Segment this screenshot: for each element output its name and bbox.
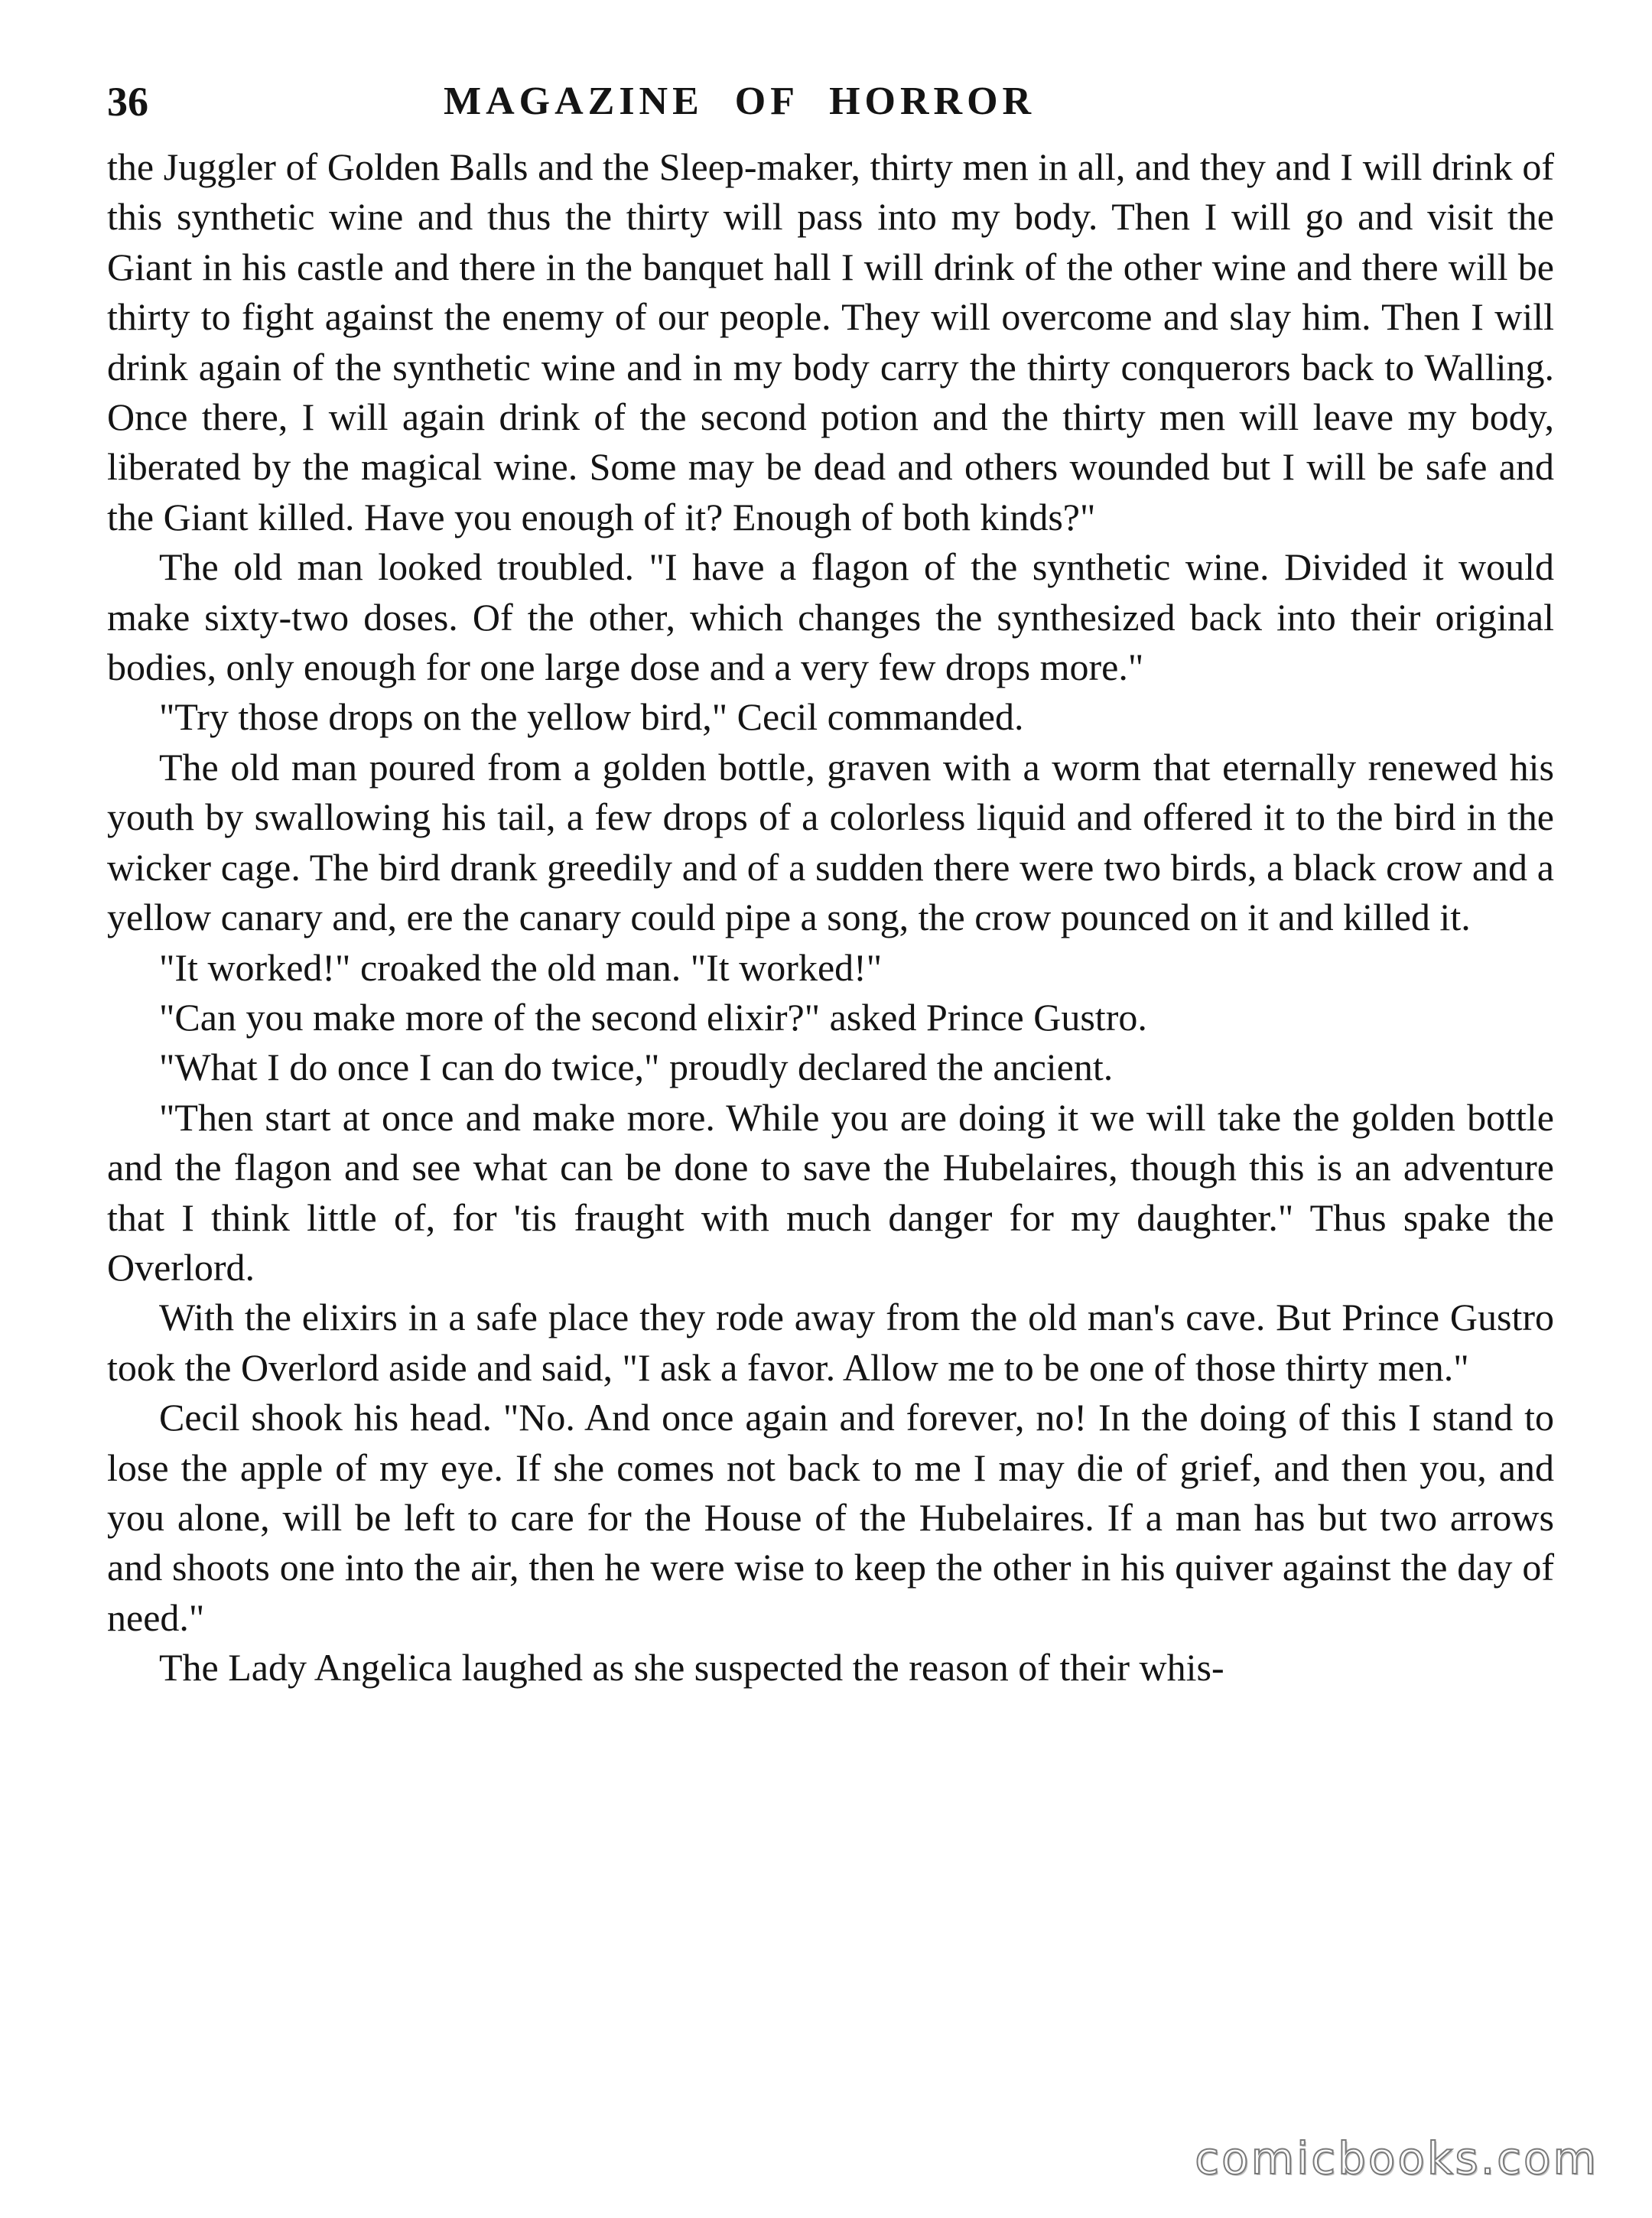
paragraph-4: The old man poured from a golden bottle, graven with a worm that eternally renewed his youth by swallowing his tail, a few drops of a colorless liquid and offered it to the bird in the wicker cage. The bird drank greedily and of a sudden there were two birds, a black crow and a yellow canary and, ere the canary could pipe a song, the crow pounced on it and killed it. [107, 745, 1554, 939]
paragraph-3: "Try those drops on the yellow bird," Cecil commanded. [159, 695, 1024, 739]
paragraph-6: "Can you make more of the second elixir?" asked Prince Gustro. [159, 995, 1147, 1039]
page-header [107, 67, 1553, 136]
paragraph-1: the Juggler of Golden Balls and the Sleep-maker, thirty men in all, and they and I will drink of this synthetic wine and thus the thirty will pass into my body. Then I will go and visit the Giant in his castle and there in the banquet hall I will drink of the other wine and there will be thirty to fight against the enemy of our people. They will overcome and slay him. Then I will drink again of the synthetic wine and in my body carry the thirty conquerors back to Walling. Once there, I will again drink of the second potion and the thirty men will leave my body, liberated by the magical wine. Some may be dead and others wounded but I will be safe and the Giant killed. Have you enough of it? Enough of both kinds?" [107, 145, 1554, 538]
paragraph-11: The Lady Angelica laughed as she suspected the reason of their whis- [159, 1646, 1224, 1690]
paragraph-9: With the elixirs in a safe place they rode away from the old man's cave. But Prince Gustro took the Overlord aside and said, "I ask a favor. Allow me to be one of those thirty men." [107, 1296, 1554, 1389]
paragraph-5: "It worked!" croaked the old man. "It worked!" [159, 945, 883, 989]
running-head: MAGAZINE OF HORROR [444, 80, 1036, 123]
story-text [107, 142, 1554, 1693]
watermark-logo: comicbooks.com [1195, 2132, 1598, 2184]
paragraph-2: The old man looked troubled. "I have a flagon of the synthetic wine. Divided it would make sixty-two doses. Of the other, which changes the synthesized back into their original bodies, only enough for one large dose and a very few drops more." [107, 545, 1554, 689]
page-number: 36 [107, 79, 148, 125]
paragraph-10: Cecil shook his head. "No. And once again and forever, no! In the doing of this I stand to lose the apple of my eye. If she comes not back to me I may die of grief, and then you, and you alone, will be left to care for the House of the Hubelaires. If a man has but two arrows and shoots one into the air, then he were wise to keep the other in his quiver against the day of need." [107, 1396, 1554, 1639]
paragraph-8: "Then start at once and make more. While you are doing it we will take the golden bottle and the flagon and see what can be done to save the Hubelaires, though this is an adventure that I think little of, for 'tis fraught with much danger for my daughter." Thus spake the Overlord. [107, 1095, 1554, 1289]
paragraph-7: "What I do once I can do twice," proudly declared the ancient. [159, 1046, 1114, 1089]
